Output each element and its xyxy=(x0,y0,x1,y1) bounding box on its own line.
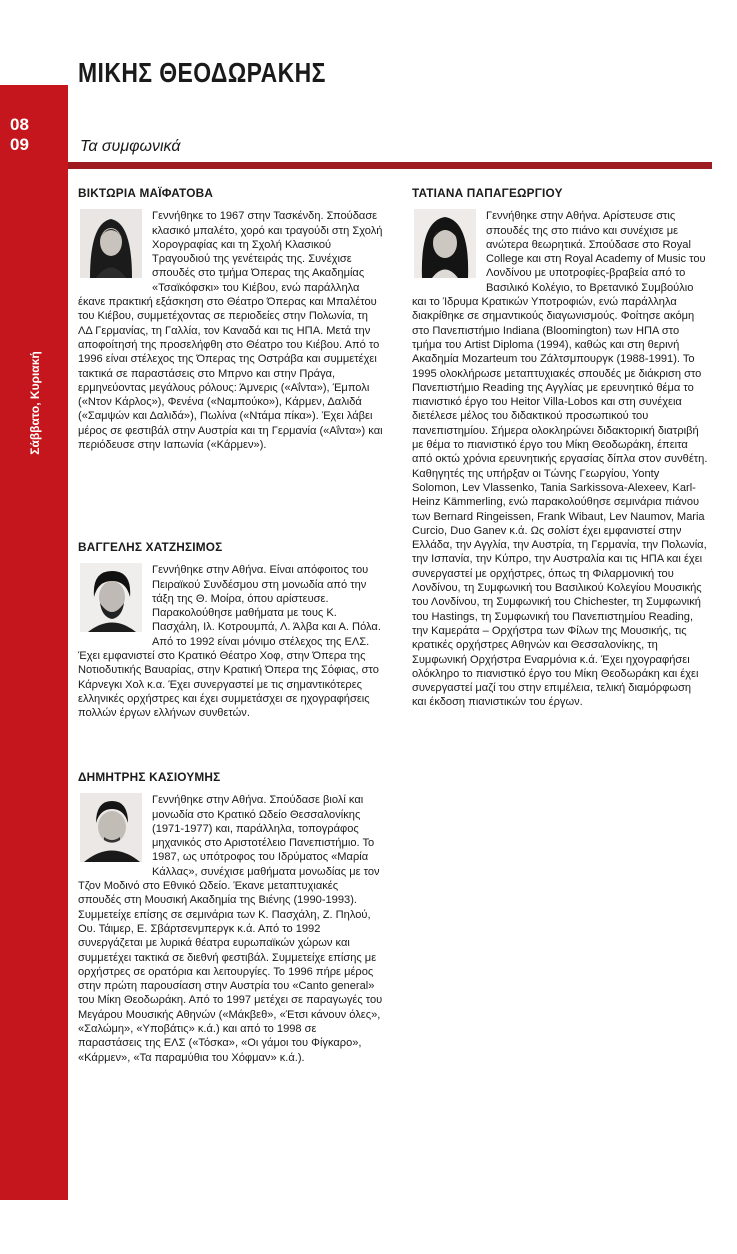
bio-text: Γεννήθηκε το 1967 στην Τασκένδη. Σπούδασε κλασικό μπαλέτο, χορό και τραγούδι στη Σχολή Χορογραφίας και τη Σχολή Κλασικού Τραγουδιού της γενέτειράς της. Συνέχισε σπουδές στο τμήμα Όπερας της Ακαδημίας «Τσαϊκόφσκι» του Κιέβου, ενώ παράλληλα έκανε πρακτική εξάσκηση στο Θέατρο Όπερας και Μπαλέτου του Κιέβου, συμμετέχοντας σε περιοδείες στην Πολωνία, τη ΛΔ Γερμανίας, τη Γαλλία, τον Καναδά και τις ΗΠΑ. Μετά την αποφοίτησή της προσελήφθη στο Θέατρο του Κιέβου. Από το 1996 είναι στέλεχος της Όπερας της Οστράβα και συμμετέχει τακτικά σε παραστάσεις στο Μπρνο και στην Πράγα, ερμηνεύοντας μεγάλους ρόλους: Άμνερις («Αΐντα»), Έμπολι («Ντον Κάρλος»), Φενένα («Ναμπούκο»), Κάρμεν, Δαλιδά («Σαμψών και Δαλιδά»), Πωλίνα («Ντάμα πίκα»). Έχει λάβει μέρος σε φεστιβάλ στην Αυστρία και τη Γερμανία («Αΐντα») και περιόδευσε στην Ιαπωνία («Κάρμεν»). xyxy=(78,210,383,452)
header-rule xyxy=(68,162,712,169)
date-2: 09 xyxy=(10,135,29,154)
bio-maifatova xyxy=(78,186,383,452)
bio-name: ΒΑΓΓΕΛΗΣ ΧΑΤΖΗΣΙΜΟΣ xyxy=(78,540,223,554)
portrait-photo xyxy=(80,209,142,278)
page-title: ΜΙΚΗΣ ΘΕΟΔΩΡΑΚΗΣ xyxy=(78,57,326,88)
page-number: 42 xyxy=(37,1236,55,1253)
bio-papageorgiou xyxy=(412,186,708,710)
day-label: Σάββατο, Κυριακή xyxy=(28,351,42,455)
bio-kasioumis xyxy=(78,770,383,1065)
red-sidebar xyxy=(0,85,68,1253)
bio-text: Γεννήθηκε στην Αθήνα. Αρίστευσε στις σπουδές της στο πιάνο και συνέχισε με ανώτερα θεωρητικά. Σπούδασε στο Royal College και στη Royal Academy of Music του Λονδίνου με υποτροφίες-βραβεία από το Βασιλικό Κολέγιο, το Βρετανικό Συμβούλιο και το Ίδρυμα Κρατικών Υποτροφιών, ενώ παράλληλα διακρίθηκε σε σημαντικούς διαγωνισμούς. Φοίτησε ακόμη στο Πανεπιστήμιο Indiana (Bloomington) των ΗΠΑ στο τμήμα του Artist Diploma (1994), καθώς και στη θερινή Ακαδημία Mozarteum του Ζάλτσμπουργκ (1988-1991). Το 1995 ολοκλήρωσε μεταπτυχιακές σπουδές με διάκριση στο Πανεπιστήμιο Reading της Αγγλίας με ερευνητικό θέμα το πιανιστικό έργο του Heitor Villa-Lobos και στη συνέχεια διετέλεσε μέλος του διδακτικού προσωπικού του πανεπιστημίου. Σήμερα ολοκληρώνει διδακτορική διατριβή με θέμα το πιανιστικό έργο του Μίκη Θεοδωράκη, έπειτα από οκτώ χρόνια ερευνητικής εργασίας δίπλα στον συνθέτη. Καθηγητές της υπήρξαν οι Τώνης Γεωργίου, Yonty Solomon, Lev Vlassenko, Tania Sarkissova-Alexeev, Karl-Heinz Kämmerling, ενώ παρακολούθησε σεμινάρια πιάνου των Bernard Ringeissen, Frank Wibaut, Lev Naumov, Maria Curcio, Duo Ganev κ.ά. Ως σολίστ έχει εμφανιστεί στην Ελλάδα, την Αγγλία, την Αυστρία, τη Γερμανία, την Πολωνία, την Ισπανία, την Κύπρο, την Αυστραλία και τις ΗΠΑ και έχει συνεργαστεί με ορχήστρες, όπως τη Φιλαρμονική του Λονδίνου, τη Συμφωνική του Βασιλικού Κολεγίου Μουσικής του Λονδίνου, τη Συμφωνική του Chichester, τη Συμφωνική του Hastings, τη Συμφωνική του Πανεπιστημίου Reading, την Καμεράτα – Ορχήστρα των Φίλων της Μουσικής, τις κρατικές ορχήστρες Αθηνών και Θεσσαλονίκης, τη Συμφωνική Ορχήστρα Εναρμόνια κ.ά. Έχει ηχογραφήσει ολόκληρο το πιανιστικό έργο του Μίκη Θεοδωράκη και έχει συνεργαστεί μαζί του στην επιμέλεια, τελική διαμόρφωση και έκδοση πιανιστικών του έργων. xyxy=(412,210,708,709)
portrait-photo xyxy=(414,209,476,278)
portrait-photo xyxy=(80,563,142,632)
bio-chatzisimos xyxy=(78,540,383,721)
date-1: 08 xyxy=(10,115,29,134)
bio-text: Γεννήθηκε στην Αθήνα. Είναι απόφοιτος του Πειραϊκού Συνδέσμου στη μονωδία από την τάξη της Θ. Μοίρα, όπου αρίστευσε. Παρακολούθησε μαθήματα με τους Κ. Πασχάλη, Ιλ. Κοτρουμπά, Λ. Άλβα και Α. Πόλα. Από το 1992 είναι μόνιμο στέλεχος της ΕΛΣ. Έχει εμφανιστεί στο Κρατικό Θέατρο Χοφ, στην Όπερα της Νοτιοδυτικής Βαυαρίας, στην Κρατική Όπερα της Σόφιας, στο Κάρνεγκι Χολ κ.α. Έχει συνεργαστεί με τις σημαντικότερες ελληνικές ορχήστρες και έχει συμμετάσχει σε ηχογραφήσεις πολλών έργων ελλήνων συνθετών. xyxy=(78,564,381,720)
bio-name: ΒΙΚΤΩΡΙΑ ΜΑΪΦΑΤΟΒΑ xyxy=(78,186,214,200)
event-dates xyxy=(10,115,29,155)
portrait-photo xyxy=(80,793,142,862)
page-subtitle: Τα συμφωνικά xyxy=(80,138,181,155)
bio-name: ΤΑΤΙΑΝΑ ΠΑΠΑΓΕΩΡΓΙΟΥ xyxy=(412,186,563,200)
day-label-box xyxy=(25,343,45,463)
bio-name: ΔΗΜΗΤΡΗΣ ΚΑΣΙΟΥΜΗΣ xyxy=(78,770,221,784)
bio-text: Γεννήθηκε στην Αθήνα. Σπούδασε βιολί και μονωδία στο Κρατικό Ωδείο Θεσσαλονίκης (1971-1977) και, παράλληλα, τοπογράφος μηχανικός στο Αριστοτέλειο Πανεπιστήμιο. Το 1987, ως υπότροφος του Ιδρύματος «Μαρία Κάλλας», συνέχισε μαθήματα μονωδίας με τον Τζον Μοδινό στο Εθνικό Ωδείο. Έκανε μεταπτυχιακές σπουδές στη Μουσική Ακαδημία της Βιένης (1990-1993). Συμμετείχε επίσης σε σεμινάρια των Κ. Πασχάλη, Ζ. Πηλού, Ου. Τάιμερ, Ε. Σβάρτσενμπεργκ κ.ά. Από το 1992 συνεργάζεται με λυρικά θέατρα ευρωπαϊκών χώρων και συμμετέχει τακτικά σε διεθνή φεστιβάλ. Συμμετείχε επίσης με ορχήστρες σε ορατόρια και λειτουργίες. Το 1996 πήρε μέρος στην πρώτη παρουσίαση στην Αυστρία του «Canto general» του Μίκη Θεοδωράκη. Από το 1997 μετέχει σε παραγωγές του Μεγάρου Μουσικής Αθηνών («Μάκβεθ», «Έτσι κάνουν όλες», «Σαλώμη», «Υποβάτις» κ.ά.) και από το 1998 σε παραστάσεις της ΕΛΣ («Τόσκα», «Οι γάμοι του Φίγκαρο», «Κάρμεν», «Τα παραμύθια του Χόφμαν» κ.ά.). xyxy=(78,794,383,1064)
